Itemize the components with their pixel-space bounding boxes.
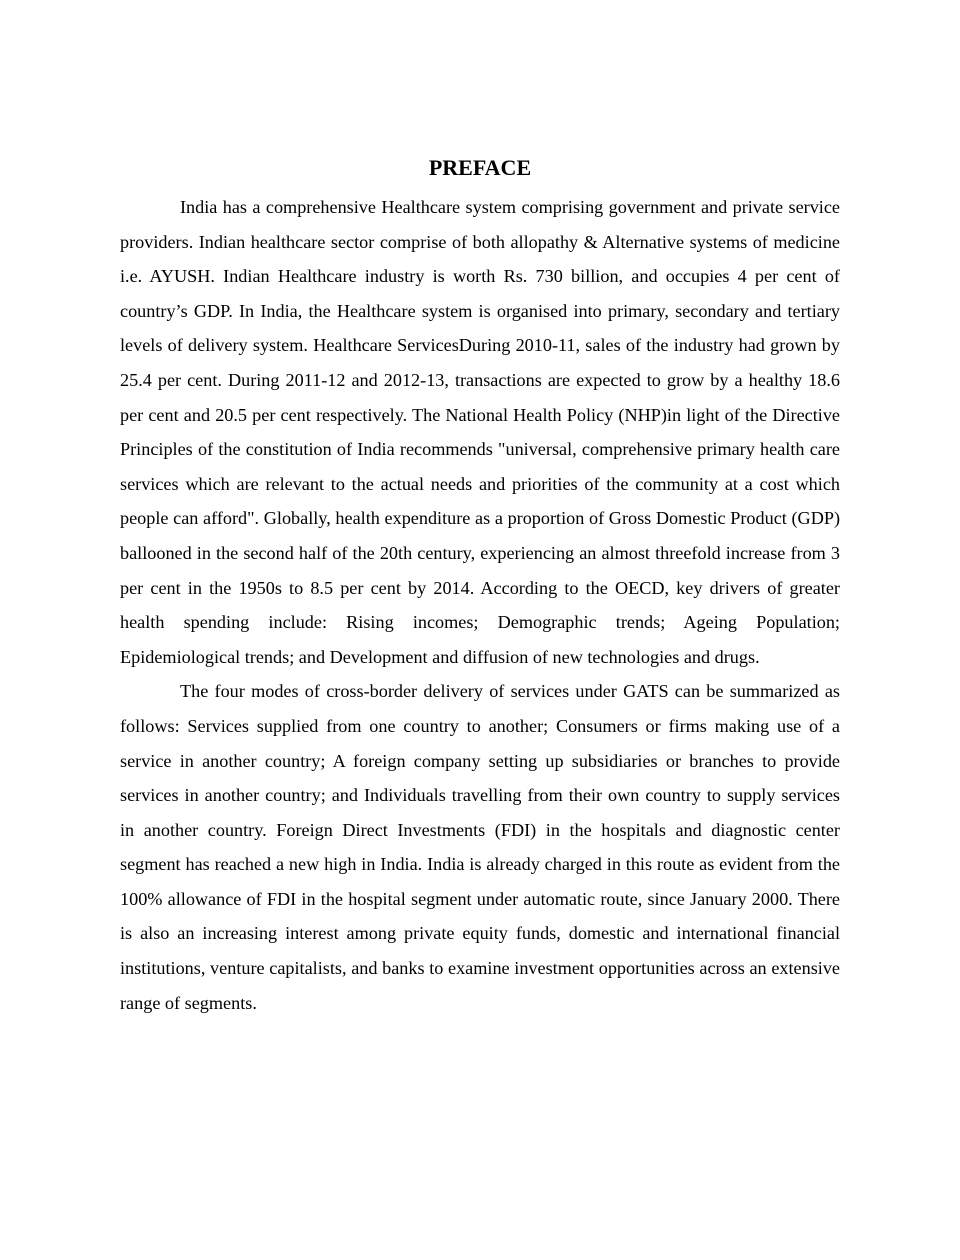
paragraph-healthcare-overview: India has a comprehensive Healthcare system comprising government and private service providers. Indian healthcare sector comprise of both allopathy & Alternative systems of medicine i.e. AYUSH. Indian Healthcare industry is worth Rs. 730 billion, and occupies 4 per cent of country’s GDP. In India, the Healthcare system is organised into primary, secondary and tertiary levels of delivery system. Healthcare ServicesDuring 2010-11, sales of the industry had grown by 25.4 per cent. During 2011-12 and 2012-13, transactions are expected to grow by a healthy 18.6 per cent and 20.5 per cent respectively. The National Health Policy (NHP)in light of the Directive Principles of the constitution of India recommends "universal, comprehensive primary health care services which are relevant to the actual needs and priorities of the community at a cost which people can afford". Globally, health expenditure as a proportion of Gross Domestic Product (GDP) ballooned in the second half of the 20th century, experiencing an almost threefold increase from 3 per cent in the 1950s to 8.5 per cent by 2014. According to the OECD, key drivers of greater health spending include: Rising incomes; Demographic trends; Ageing Population; Epidemiological trends; and Development and diffusion of new technologies and drugs.: [120, 197, 840, 667]
page-title: PREFACE: [428, 155, 532, 180]
document-page: [120, 152, 840, 1020]
paragraph-gats-fdi: The four modes of cross-border delivery of services under GATS can be summarized as follows: Services supplied from one country to another; Consumers or firms making use of a service in another country; A foreign company setting up subsidiaries or branches to provide services in another country; and Individuals travelling from their own country to supply services in another country. Foreign Direct Investments (FDI) in the hospitals and diagnostic center segment has reached a new high in India. India is already charged in this route as evident from the 100% allowance of FDI in the hospital segment under automatic route, since January 2000. There is also an increasing interest among private equity funds, domestic and international financial institutions, venture capitalists, and banks to examine investment opportunities across an extensive range of segments.: [120, 681, 840, 1013]
